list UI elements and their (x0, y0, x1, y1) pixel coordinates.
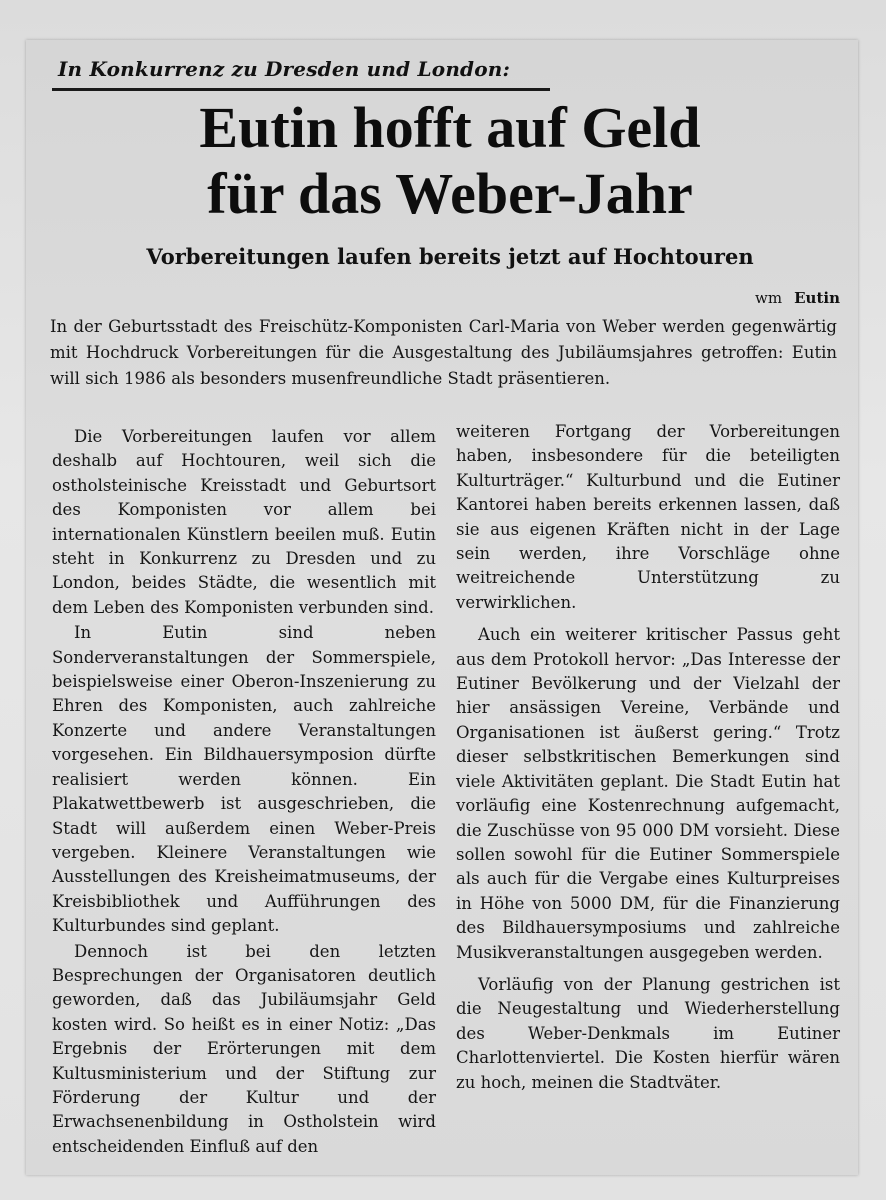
left-paragraph-2: In Eutin sind neben Sonderveranstaltungen der Sommerspiele, beispielsweise einer Oberon-Inszenierung zu Ehren des Komponisten, auch zahlreiche Konzerte und andere Veranstaltungen vorgesehen. Ein Bildhauersymposion dürfte realisiert werden können. Ein Plakatwettbewerb ist ausgeschrieben, die Stadt will außerdem einen Weber-Preis vergeben. Kleinere Veranstaltungen wie Ausstellungen des Kreisheimatmuseums, der Kreisbibliothek und Aufführungen des Kulturbundes sind geplant. (52, 623, 436, 936)
article-lead: In der Geburtsstadt des Freischütz-Komponisten Carl-Maria von Weber werden gegenwärtig mit Hochdruck Vorbereitungen für die Ausgestaltung des Jubiläumsjahres getroffen: Eutin will sich 1986 als besonders musenfreundliche Stadt präsentieren. (50, 317, 837, 388)
right-paragraph-2: Auch ein weiterer kritischer Passus geht aus dem Protokoll hervor: „Das Interesse der Eutiner Bevölkerung und der Vielzahl der hier ansässigen Vereine, Verbände und Organisationen ist äußerst gering.“ Trotz dieser selbstkritischen Bemerkungen sind viele Aktivitäten geplant. Die Stadt Eutin hat vorläufig eine Kostenrechnung aufgemacht, die Zuschüsse von 95 000 DM vorsieht. Diese sollen sowohl für die Eutiner Sommerspiele als auch für die Vergabe eines Kulturpreises in Höhe von 5000 DM, für die Finanzierung des Bildhauersymposiums und zahlreiche Musikveranstaltungen ausgegeben werden. (456, 625, 840, 962)
article-subheadline: Vorbereitungen laufen bereits jetzt auf Hochtouren (146, 244, 754, 269)
right-column (456, 420, 840, 1096)
left-column (52, 425, 436, 1160)
right-paragraph-3: Vorläufig von der Planung gestrichen ist die Neugestaltung und Wiederherstellung des Weber-Denkmals im Eutiner Charlottenviertel. Die Kosten hierfür wären zu hoch, meinen die Stadtväter. (456, 974, 840, 1092)
kicker-underline (52, 88, 550, 91)
byline-author: wm (755, 289, 783, 307)
right-paragraph-1: weiteren Fortgang der Vorbereitungen haben, insbesondere für die beteiligten Kulturträger.“ Kulturbund und die Eutiner Kantorei haben bereits erkennen lassen, daß sie aus eigenen Kräften nicht in der Lage sein werden, ihre Vorschläge ohne weitreichende Unterstützung zu verwirklichen. (456, 422, 840, 612)
article-kicker: In Konkurrenz zu Dresden und London: (58, 57, 511, 81)
left-paragraph-3: Dennoch ist bei den letzten Besprechungen der Organisatoren deutlich geworden, daß das Jubiläumsjahr Geld kosten wird. So heißt es in einer Notiz: „Das Ergebnis der Erörterungen mit dem Kultusministerium und der Stiftung zur Förderung der Kultur und der Erwachsenenbildung in Ostholstein wird entscheidenden Einfluß auf den (52, 941, 436, 1156)
article-headline (100, 95, 800, 227)
article-byline (755, 289, 840, 307)
headline-line-1: Eutin hofft auf Geld (199, 95, 701, 160)
left-paragraph-1: Die Vorbereitungen laufen vor allem deshalb auf Hochtouren, weil sich die ostholsteinische Kreisstadt und Geburtsort des Komponisten vor allem bei internationalen Künstlern beeilen muß. Eutin steht in Konkurrenz zu Dresden und zu London, beides Städte, die wesentlich mit dem Leben des Komponisten verbunden sind. (52, 427, 436, 617)
headline-line-2: für das Weber-Jahr (207, 161, 693, 226)
byline-place: Eutin (794, 289, 840, 307)
